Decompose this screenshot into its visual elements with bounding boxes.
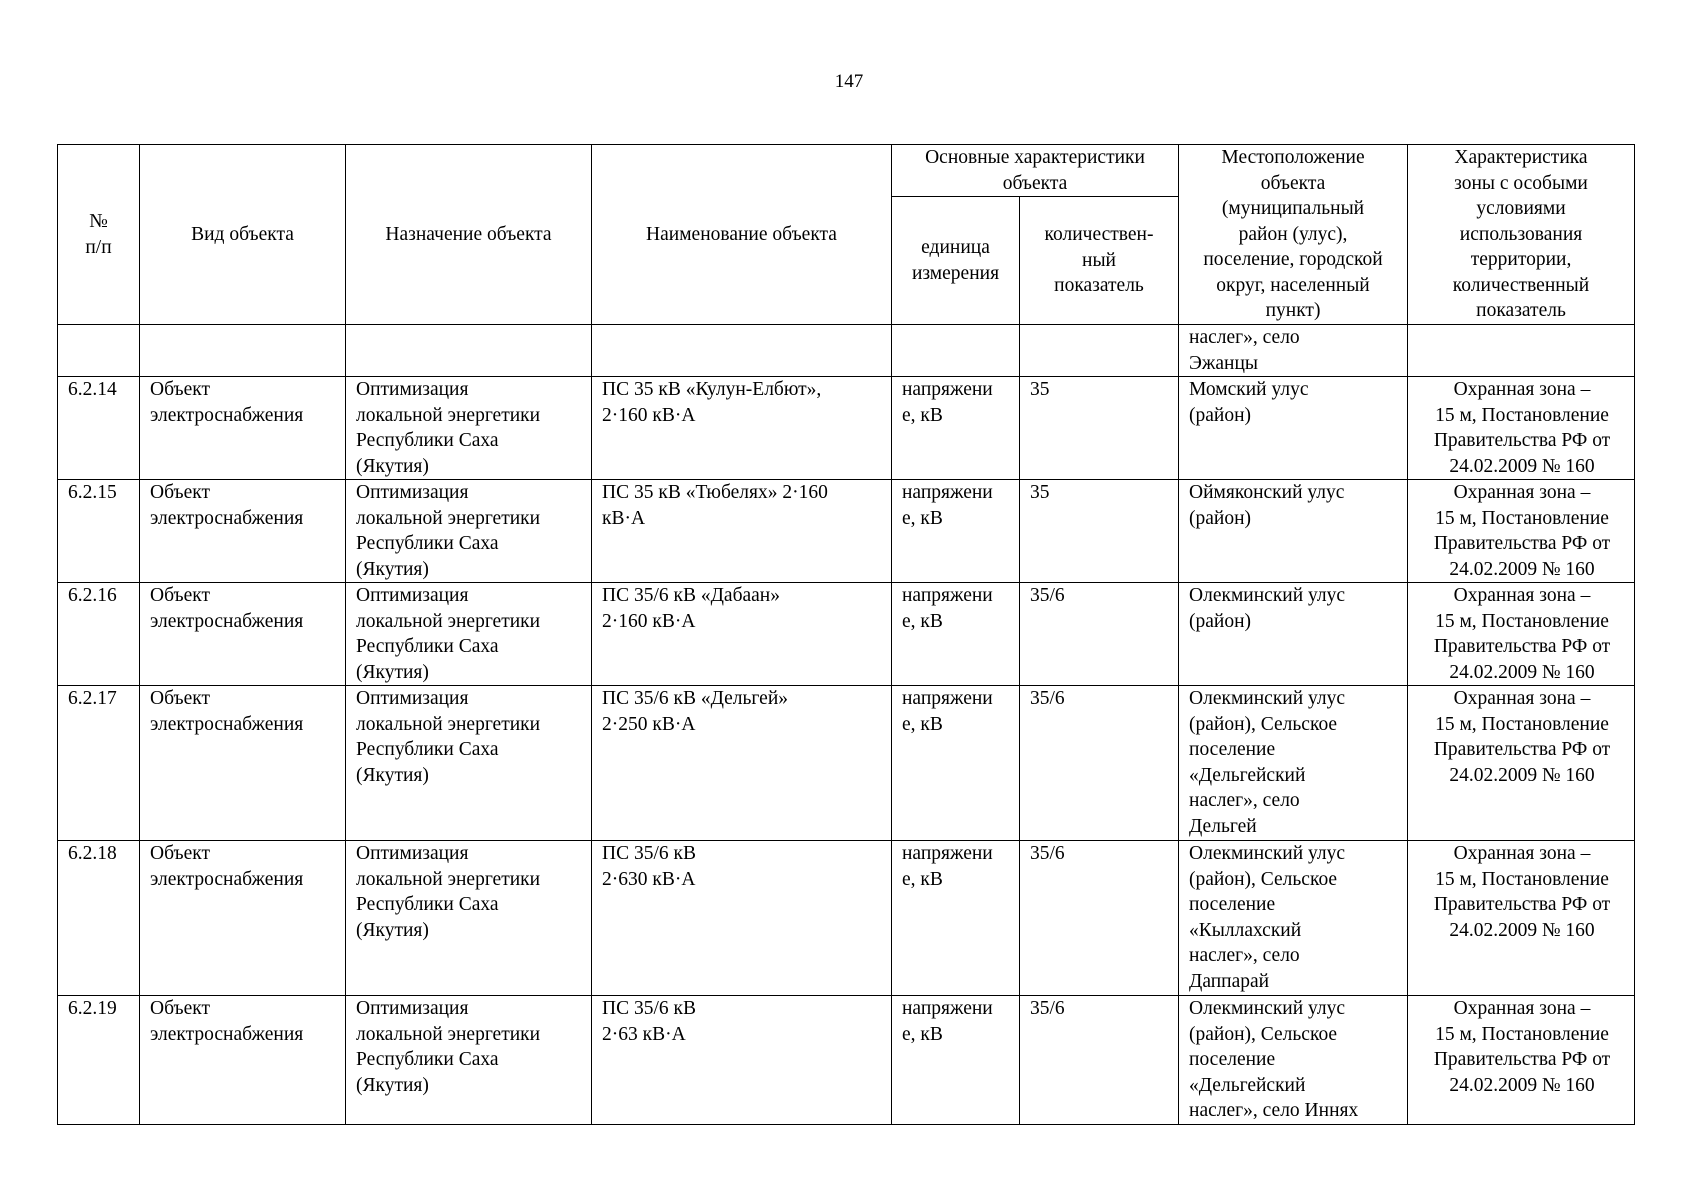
cell-kind: Объект электроснабжения [140,686,346,841]
cell-purpose: Оптимизация локальной энергетики Республики Саха (Якутия) [346,377,592,480]
cell-num: 6.2.15 [58,480,140,583]
cell-name: ПС 35 кВ «Тюбелях» 2·160 кВ·А [592,480,892,583]
cell-empty [346,325,592,377]
header-main-characteristics: Основные характеристики объекта [892,145,1179,197]
cell-quantity: 35/6 [1020,996,1179,1125]
cell-quantity: 35 [1020,480,1179,583]
cell-num: 6.2.16 [58,583,140,686]
cell-empty [140,325,346,377]
cell-name: ПС 35/6 кВ «Дабаан» 2·160 кВ·А [592,583,892,686]
cell-kind: Объект электроснабжения [140,841,346,996]
table-row [58,996,1635,1125]
cell-empty [892,325,1020,377]
cell-unit: напряжени е, кВ [892,686,1020,841]
cell-purpose: Оптимизация локальной энергетики Республики Саха (Якутия) [346,480,592,583]
cell-unit: напряжени е, кВ [892,583,1020,686]
page-number: 147 [834,71,864,92]
header-purpose: Назначение объекта [346,145,592,325]
cell-location: Олекминский улус (район), Сельское поселение «Дельгейский наслег», село Иннях [1179,996,1408,1125]
cell-purpose: Оптимизация локальной энергетики Республики Саха (Якутия) [346,686,592,841]
cell-name: ПС 35/6 кВ «Дельгей» 2·250 кВ·А [592,686,892,841]
header-quantity: количествен- ный показатель [1020,197,1179,325]
cell-num: 6.2.17 [58,686,140,841]
cell-name: ПС 35/6 кВ 2·63 кВ·А [592,996,892,1125]
objects-table [57,144,1635,1125]
cell-quantity: 35/6 [1020,686,1179,841]
cell-zone: Охранная зона – 15 м, Постановление Правительства РФ от 24.02.2009 № 160 [1408,583,1635,686]
cell-kind: Объект электроснабжения [140,480,346,583]
cell-unit: напряжени е, кВ [892,377,1020,480]
cell-location: Олекминский улус (район), Сельское поселение «Дельгейский наслег», село Дельгей [1179,686,1408,841]
cell-empty [1020,325,1179,377]
cell-location: Олекминский улус (район), Сельское поселение «Кыллахский наслег», село Даппарай [1179,841,1408,996]
cell-purpose: Оптимизация локальной энергетики Республики Саха (Якутия) [346,583,592,686]
cell-num: 6.2.18 [58,841,140,996]
header-location: Местоположение объекта (муниципальный район (улус), поселение, городской округ, населенный пункт) [1179,145,1408,325]
cell-num: 6.2.14 [58,377,140,480]
table-row [58,686,1635,841]
cell-kind: Объект электроснабжения [140,377,346,480]
cell-zone: Охранная зона – 15 м, Постановление Правительства РФ от 24.02.2009 № 160 [1408,686,1635,841]
table-row [58,583,1635,686]
header-unit: единица измерения [892,197,1020,325]
cell-unit: напряжени е, кВ [892,996,1020,1125]
cell-location: Момский улус (район) [1179,377,1408,480]
table-row [58,841,1635,996]
cell-zone: Охранная зона – 15 м, Постановление Правительства РФ от 24.02.2009 № 160 [1408,841,1635,996]
cell-empty [1408,325,1635,377]
cell-empty [58,325,140,377]
continuation-row [58,325,1635,377]
cell-location: Оймяконский улус (район) [1179,480,1408,583]
cell-name: ПС 35/6 кВ 2·630 кВ·А [592,841,892,996]
cell-kind: Объект электроснабжения [140,583,346,686]
cell-quantity: 35 [1020,377,1179,480]
cell-zone: Охранная зона – 15 м, Постановление Правительства РФ от 24.02.2009 № 160 [1408,996,1635,1125]
cell-unit: напряжени е, кВ [892,480,1020,583]
cell-location: Олекминский улус (район) [1179,583,1408,686]
table-row [58,377,1635,480]
header-name: Наименование объекта [592,145,892,325]
table-body [58,325,1635,1125]
cell-unit: напряжени е, кВ [892,841,1020,996]
cell-kind: Объект электроснабжения [140,996,346,1125]
cell-empty [592,325,892,377]
cell-quantity: 35/6 [1020,841,1179,996]
cell-name: ПС 35 кВ «Кулун-Елбют», 2·160 кВ·А [592,377,892,480]
cell-zone: Охранная зона – 15 м, Постановление Правительства РФ от 24.02.2009 № 160 [1408,480,1635,583]
cell-location: наслег», село Эжанцы [1179,325,1408,377]
cell-purpose: Оптимизация локальной энергетики Республики Саха (Якутия) [346,996,592,1125]
cell-num: 6.2.19 [58,996,140,1125]
header-num: № п/п [58,145,140,325]
cell-purpose: Оптимизация локальной энергетики Республики Саха (Якутия) [346,841,592,996]
header-zone: Характеристика зоны с особыми условиями использования территории, количественный показатель [1408,145,1635,325]
table-row [58,480,1635,583]
cell-zone: Охранная зона – 15 м, Постановление Правительства РФ от 24.02.2009 № 160 [1408,377,1635,480]
cell-quantity: 35/6 [1020,583,1179,686]
header-kind: Вид объекта [140,145,346,325]
